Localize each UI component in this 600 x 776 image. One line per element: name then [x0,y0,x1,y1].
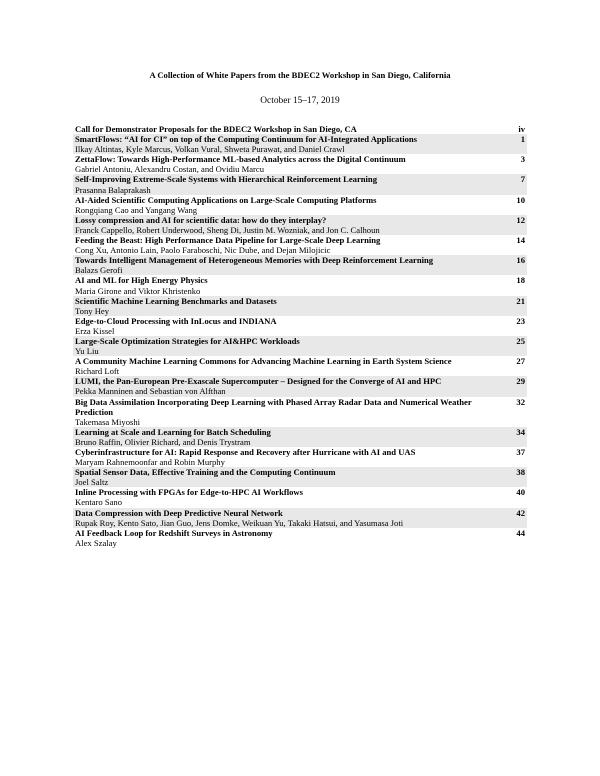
toc-entry-title: Self-Improving Extreme-Scale Systems with Hierarchical Reinforcement Learning [75,174,378,185]
toc-entry[interactable] [73,447,527,467]
toc-entry-page-number: 21 [516,295,525,306]
toc-entry-authors: Gabriel Antoniu, Alexandru Costan, and Ovidiu Marcu [75,164,265,175]
toc-entry-title: Big Data Assimilation Incorporating Deep Learning with Phased Array Radar Data and Numerical Weather Prediction [75,396,472,417]
toc-entry-authors: Alex Szalay [75,537,117,548]
toc-entry[interactable] [73,215,527,235]
toc-entry-authors: Yu Liu [75,346,99,357]
toc-entry-page-number: 16 [516,255,525,266]
toc-entry-title: Lossy compression and AI for scientific data: how do they interplay? [75,214,327,225]
toc-entry-page-number: 1 [520,134,525,145]
toc-entry-title: AI-Aided Scientific Computing Applications on Large-Scale Computing Platforms [75,194,377,205]
toc-entry-page-number: 44 [516,527,525,538]
toc-entry-authors: Cong Xu, Antonio Lain, Paolo Faraboschi, Nic Dube, and Dejan Milojicic [75,245,331,256]
toc-entry[interactable] [73,124,527,134]
toc-entry-page-number: 37 [516,447,525,457]
toc-entry-page-number: 32 [516,396,525,407]
toc-entry[interactable] [73,174,527,194]
toc-entry-title: ZettaFlow: Towards High-Performance ML-based Analytics across the Digital Continuum [75,154,406,165]
toc-entry-authors: Takemasa Miyoshi [75,416,141,427]
toc-entry-authors: Bruno Raffin, Olivier Richard, and Denis Trystram [75,436,251,447]
toc-entry-title: Large-Scale Optimization Strategies for AI&HPC Workloads [75,335,300,346]
toc-entry-page-number: 42 [516,507,525,518]
toc-entry-page-number: 27 [516,356,525,367]
toc-entry[interactable] [73,376,527,396]
toc-entry-title: SmartFlows: “AI for CI” on top of the Computing Continuum for AI-Integrated Applications [75,134,418,145]
toc-entry-page-number: 25 [516,335,525,346]
toc-entry-title: Inline Processing with FPGAs for Edge-to-HPC AI Workflows [75,487,303,498]
toc-entry-title: AI and ML for High Energy Physics [75,275,208,286]
toc-entry-title: A Community Machine Learning Commons for Advancing Machine Learning in Earth System Science [75,356,452,367]
toc-entry-page-number: 10 [516,194,525,205]
toc-entry-page-number: 40 [516,487,525,498]
toc-entry-title: Scientific Machine Learning Benchmarks and Datasets [75,295,277,306]
toc-entry-authors: Rongqiang Cao and Yangang Wang [75,204,198,215]
toc-entry[interactable] [73,255,527,275]
toc-entry-authors: Joel Saltz [75,477,109,488]
toc-entry-authors: Maria Girone and Viktor Khristenko [75,285,201,296]
toc-entry-authors: Kentaro Sano [75,497,123,508]
toc-entry-title: Spatial Sensor Data, Effective Training and the Computing Continuum [75,467,336,478]
toc-entry-authors: Tony Hey [75,305,110,316]
toc-entry-authors: Erza Kissel [75,325,115,336]
toc-entry-title: Towards Intelligent Management of Heterogeneous Memories with Deep Reinforcement Learning [75,255,434,266]
toc-entry-page-number: 23 [516,315,525,326]
toc-entry-authors: Franck Cappello, Robert Underwood, Sheng Di, Justin M. Wozniak, and Jon C. Calhoun [75,224,380,235]
toc-entry[interactable] [73,427,527,447]
toc-entry[interactable] [73,154,527,174]
toc-entry[interactable] [73,336,527,356]
toc-entry-page-number: 7 [520,174,525,185]
toc-entry-title: Learning at Scale and Learning for Batch Scheduling [75,426,271,437]
toc-entry-title: Edge-to-Cloud Processing with InLocus and INDIANA [75,315,277,326]
toc-entry-title: AI Feedback Loop for Redshift Surveys in Astronomy [75,527,273,538]
toc-entry-page-number: 14 [516,235,525,246]
document-dates: October 15–17, 2019 [260,96,340,106]
toc-entry[interactable] [73,528,527,548]
toc-entry-title: Call for Demonstrator Proposals for the BDEC2 Workshop in San Diego, CA [75,124,357,134]
toc-entry-page-number: 38 [516,467,525,478]
toc-entry[interactable] [73,316,527,336]
toc-entry[interactable] [73,134,527,154]
toc-entry-authors: Rupak Roy, Kento Sato, Jian Guo, Jens Domke, Weikuan Yu, Takaki Hatsui, and Yasumasa Joti [75,517,404,528]
toc-entry[interactable] [73,487,527,507]
toc-entry[interactable] [73,508,527,528]
toc-entry[interactable] [73,467,527,487]
toc-entry[interactable] [73,296,527,316]
toc-entry-authors: Prasanna Balaprakash [75,184,151,195]
toc-entry-title: Data Compression with Deep Predictive Neural Network [75,507,283,518]
toc-entry[interactable] [73,397,527,427]
toc-entry-title: Cyberinfrastructure for AI: Rapid Response and Recovery after Hurricane with AI and UAS [75,447,416,457]
toc-entry-authors: Pekka Manninen and Sebastian von Alfthan [75,386,226,397]
table-of-contents [73,124,527,548]
toc-entry-page-number: 34 [516,426,525,437]
toc-entry-authors: Maryam Rahnemoonfar and Robin Murphy [75,457,225,468]
toc-entry-page-number: 18 [516,275,525,286]
toc-entry-authors: Ilkay Altintas, Kyle Marcus, Volkan Vural, Shweta Purawat, and Daniel Crawl [75,144,345,155]
toc-entry-page-number: 12 [516,214,525,225]
toc-entry-title: LUMI, the Pan-European Pre-Exascale Supercomputer – Designed for the Converge of AI and HPC [75,376,442,387]
toc-entry-authors: Balazs Gerofi [75,265,123,276]
toc-entry-page-number: 3 [520,154,525,165]
toc-entry-title: Feeding the Beast: High Performance Data Pipeline for Large-Scale Deep Learning [75,235,381,246]
toc-entry[interactable] [73,195,527,215]
toc-entry-page-number: 29 [516,376,525,387]
toc-entry-page-number: iv [518,124,525,134]
toc-entry[interactable] [73,275,527,295]
document-title: A Collection of White Papers from the BDEC2 Workshop in San Diego, California [149,70,451,80]
toc-entry[interactable] [73,235,527,255]
toc-entry[interactable] [73,356,527,376]
toc-entry-authors: Richard Loft [75,366,120,377]
